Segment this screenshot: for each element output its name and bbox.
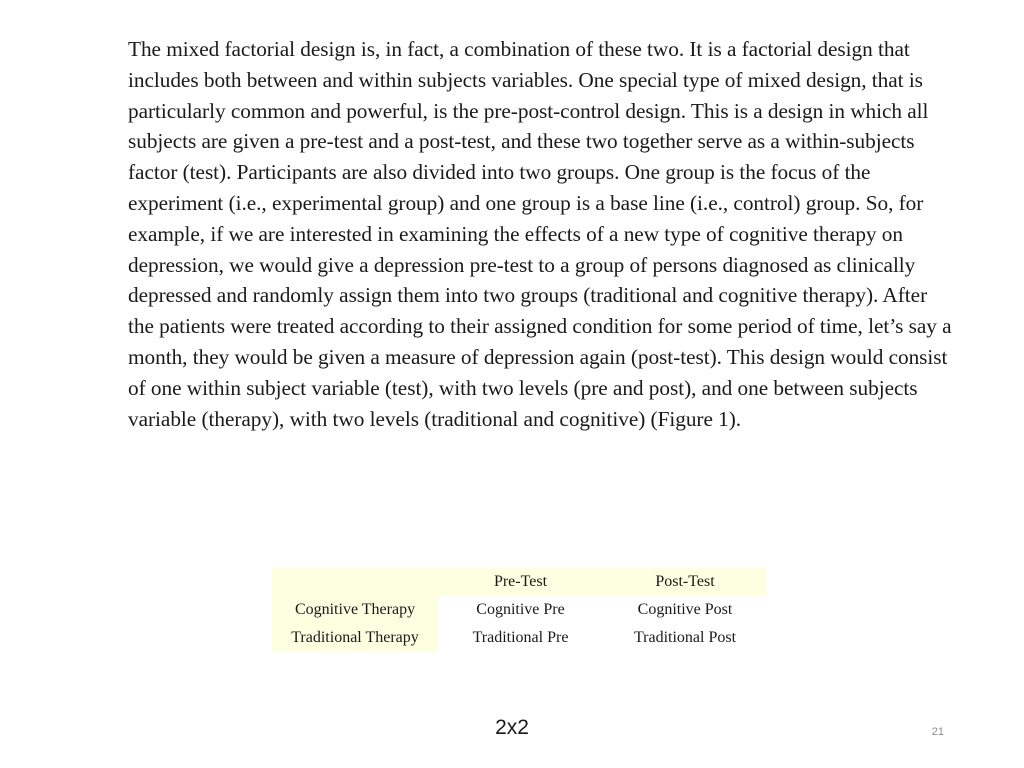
footer-label: 2x2 <box>495 716 529 739</box>
header-cell-corner <box>272 568 438 596</box>
cell-traditional-pre: Traditional Pre <box>472 629 569 646</box>
table-row <box>272 596 767 624</box>
header-cell-pre-test: Pre-Test <box>438 568 603 596</box>
page-number: 21 <box>931 726 944 738</box>
header-cell-post-test: Post-Test <box>603 568 767 596</box>
body-paragraph: The mixed factorial design is, in fact, a combination of these two. It is a factorial design that includes both between and within subjects variables. One special type of mixed design, that is particularly common and powerful, is the pre-post-control design. This is a design in which all subjects are given a pre-test and a post-test, and these two together serve as a within-subjects factor (test). Participants are also divided into two groups. One group is the focus of the experiment (i.e., experimental group) and one group is a base line (i.e., control) group. So, for example, if we are interested in examining the effects of a new type of cognitive therapy on depression, we would give a depression pre-test to a group of persons diagnosed as clinically depressed and randomly assign them into two groups (traditional and cognitive therapy). After the patients were treated according to their assigned condition for some period of time, let’s say a month, they would be given a measure of depression again (post-test). This design would consist of one within subject variable (test), with two levels (pre and post), and one between subjects variable (therapy), with two levels (traditional and cognitive) (Figure 1). <box>128 37 952 431</box>
cell-traditional-post: Traditional Post <box>633 629 737 646</box>
cell-cognitive-post: Cognitive Post <box>637 601 733 618</box>
row-label-cognitive-therapy: Cognitive Therapy <box>272 596 438 624</box>
design-table <box>272 568 767 652</box>
row-label-traditional-therapy: Traditional Therapy <box>272 624 438 652</box>
table-row <box>272 624 767 652</box>
table-header-row <box>272 568 767 596</box>
cell-cognitive-pre: Cognitive Pre <box>476 601 565 618</box>
